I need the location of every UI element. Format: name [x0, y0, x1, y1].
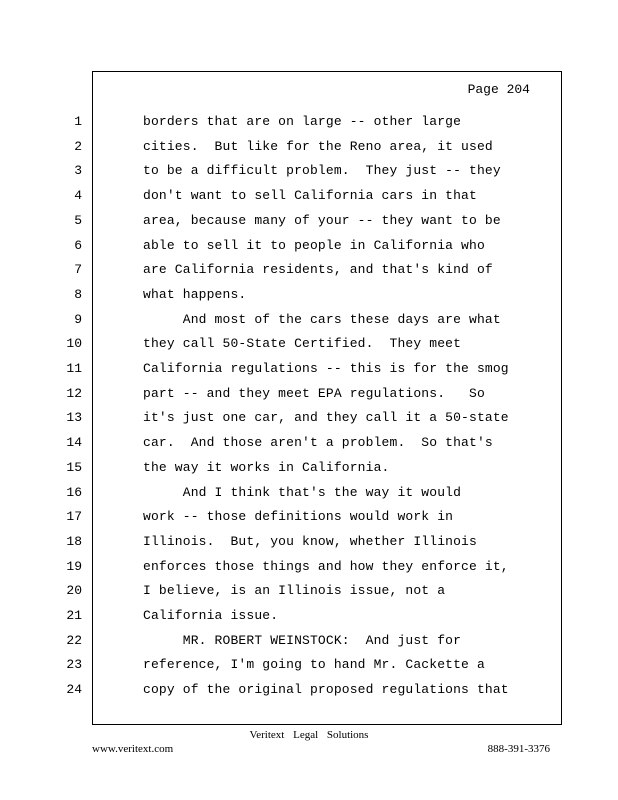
transcript-line: MR. ROBERT WEINSTOCK: And just for: [143, 632, 462, 648]
transcript-line: don't want to sell California cars in that: [143, 188, 477, 204]
transcript-line: enforces those things and how they enforce it,: [143, 558, 509, 574]
line-number: 3: [74, 163, 82, 179]
line-number: 4: [74, 188, 82, 204]
transcript-line: And most of the cars these days are what: [143, 311, 501, 327]
line-number: 16: [66, 484, 82, 500]
line-number: 17: [66, 509, 82, 525]
transcript-line: California issue.: [143, 608, 279, 623]
line-number: 9: [74, 311, 82, 327]
transcript-line: are California residents, and that's kind of: [143, 262, 493, 278]
line-number: 23: [66, 657, 82, 673]
line-number: 7: [74, 262, 82, 278]
transcript-line: copy of the original proposed regulations that: [143, 682, 509, 698]
transcript-line: Illinois. But, you know, whether Illinois: [143, 533, 477, 549]
transcript-line: it's just one car, and they call it a 50-state: [143, 410, 509, 426]
transcript-line: able to sell it to people in California who: [143, 237, 485, 253]
transcript-line: part -- and they meet EPA regulations. So: [143, 385, 485, 401]
line-number: 8: [74, 286, 82, 302]
footer-company-name: Veritext Legal Solutions: [249, 729, 369, 741]
footer-website: www.veritext.com: [92, 743, 174, 755]
transcript-line: borders that are on large -- other large: [143, 114, 462, 129]
transcript-line: they call 50-State Certified. They meet: [143, 336, 462, 352]
transcript-line: reference, I'm going to hand Mr. Cackette a: [143, 657, 485, 673]
transcript-line: to be a difficult problem. They just -- they: [143, 163, 501, 179]
transcript-line: And I think that's the way it would: [143, 484, 462, 500]
line-number: 22: [66, 632, 82, 648]
transcript-line: work -- those definitions would work in: [143, 509, 454, 525]
line-number: 5: [74, 212, 82, 228]
transcript-line: cities. But like for the Reno area, it used: [143, 138, 493, 154]
transcript-line: area, because many of your -- they want to be: [143, 212, 501, 228]
transcript-line: California regulations -- this is for the smog: [143, 361, 509, 376]
line-number: 21: [66, 608, 82, 623]
line-number: 11: [66, 361, 82, 376]
line-number: 24: [66, 682, 82, 698]
line-number: 19: [66, 558, 82, 574]
transcript-line: car. And those aren't a problem. So that's: [143, 435, 493, 451]
line-number: 20: [66, 583, 82, 599]
line-number: 15: [66, 459, 82, 475]
line-number: 14: [66, 435, 82, 451]
line-number: 13: [66, 410, 82, 426]
transcript-line: I believe, is an Illinois issue, not a: [143, 583, 446, 599]
line-number: 12: [66, 385, 82, 401]
line-number: 6: [74, 237, 82, 253]
line-number: 1: [74, 114, 82, 129]
line-number: 10: [66, 336, 82, 352]
line-number: 18: [66, 533, 82, 549]
transcript-line: what happens.: [143, 286, 247, 302]
page-number: Page 204: [467, 82, 530, 97]
footer-phone: 888-391-3376: [487, 743, 550, 755]
transcript-line: the way it works in California.: [143, 459, 390, 475]
line-number: 2: [74, 138, 82, 154]
